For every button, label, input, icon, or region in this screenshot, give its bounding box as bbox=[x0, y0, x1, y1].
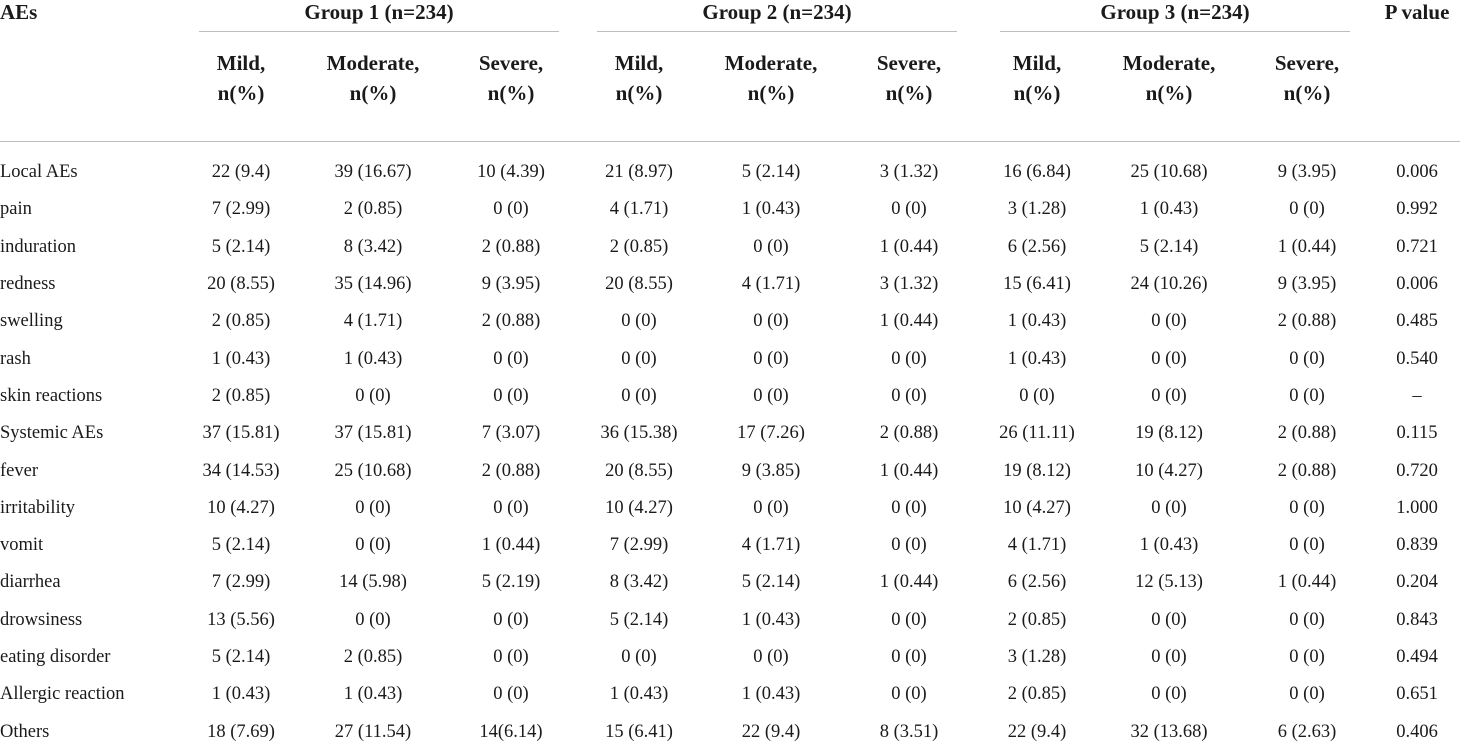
value-cell: 0 (0) bbox=[1019, 385, 1055, 406]
severity-unit: n(%) bbox=[615, 81, 663, 105]
value-cell: 4 (1.71) bbox=[741, 535, 801, 556]
group-3-title: Group 3 (n=234) bbox=[1100, 0, 1250, 24]
value-cell: 0 (0) bbox=[1151, 348, 1187, 369]
value-cell: 20 (8.55) bbox=[605, 274, 673, 295]
value-cell: 5 (2.14) bbox=[741, 162, 801, 183]
value-cell: 25 (10.68) bbox=[334, 460, 412, 481]
value-cell: 2 (0.85) bbox=[1007, 684, 1067, 705]
table-row bbox=[0, 602, 1460, 639]
value-cell: 0 (0) bbox=[891, 684, 927, 705]
value-cell: 21 (8.97) bbox=[605, 162, 673, 183]
ae-label: eating disorder bbox=[0, 647, 111, 667]
value-cell: 2 (0.88) bbox=[481, 311, 541, 332]
value-cell: 0 (0) bbox=[891, 497, 927, 518]
value-cell: 1 (0.43) bbox=[609, 684, 669, 705]
value-cell: 0 (0) bbox=[621, 647, 657, 667]
value-cell: 5 (2.14) bbox=[741, 572, 801, 593]
value-cell: 0 (0) bbox=[891, 348, 927, 369]
group-1-header bbox=[180, 0, 578, 32]
group-2-title: Group 2 (n=234) bbox=[702, 0, 852, 24]
severity-label: Severe, bbox=[876, 51, 942, 75]
ae-label: Allergic reaction bbox=[0, 684, 125, 705]
ae-label: redness bbox=[0, 274, 56, 295]
value-cell: 0 (0) bbox=[1289, 684, 1325, 705]
severity-label: Moderate, bbox=[1122, 51, 1216, 75]
severity-label: Moderate, bbox=[326, 51, 420, 75]
p-value-cell: 0.992 bbox=[1396, 199, 1438, 220]
severity-label: Mild, bbox=[1012, 51, 1062, 75]
value-cell: 0 (0) bbox=[1151, 609, 1187, 630]
p-value-cell: 0.651 bbox=[1396, 684, 1438, 705]
table-row bbox=[0, 142, 1460, 191]
value-cell: 26 (11.11) bbox=[999, 423, 1075, 444]
value-cell: 0 (0) bbox=[493, 647, 529, 667]
value-cell: 1 (0.44) bbox=[879, 572, 939, 593]
value-cell: 10 (4.27) bbox=[605, 497, 673, 518]
value-cell: 0 (0) bbox=[1151, 684, 1187, 705]
value-cell: 1 (0.43) bbox=[343, 348, 403, 369]
value-cell: 22 (9.4) bbox=[741, 721, 801, 742]
value-cell: 0 (0) bbox=[493, 385, 529, 406]
severity-header-g2-moderate bbox=[700, 32, 842, 142]
severity-unit: n(%) bbox=[1013, 81, 1061, 105]
value-cell: 1 (0.43) bbox=[1007, 348, 1067, 369]
value-cell: 10 (4.27) bbox=[1135, 460, 1203, 481]
value-cell: 1 (0.44) bbox=[879, 311, 939, 332]
value-cell: 3 (1.28) bbox=[1007, 647, 1067, 667]
value-cell: 3 (1.28) bbox=[1007, 199, 1067, 220]
value-cell: 14(6.14) bbox=[479, 721, 543, 742]
value-cell: 25 (10.68) bbox=[1130, 162, 1208, 183]
table-row bbox=[0, 676, 1460, 713]
value-cell: 0 (0) bbox=[1289, 609, 1325, 630]
value-cell: 0 (0) bbox=[621, 311, 657, 332]
p-value-cell: 0.115 bbox=[1396, 423, 1438, 444]
severity-header-g3-moderate bbox=[1098, 32, 1240, 142]
p-value-cell: 1.000 bbox=[1396, 497, 1438, 518]
severity-unit: n(%) bbox=[487, 81, 535, 105]
value-cell: 10 (4.27) bbox=[207, 497, 275, 518]
value-cell: 6 (2.56) bbox=[1007, 572, 1067, 593]
severity-unit: n(%) bbox=[217, 81, 265, 105]
table-body bbox=[0, 142, 1460, 751]
group-2-header bbox=[578, 0, 976, 32]
p-value-cell: 0.406 bbox=[1396, 721, 1438, 742]
value-cell: 1 (0.44) bbox=[879, 460, 939, 481]
ae-label: Others bbox=[0, 721, 50, 742]
value-cell: 4 (1.71) bbox=[741, 274, 801, 295]
value-cell: 18 (7.69) bbox=[207, 721, 275, 742]
value-cell: 2 (0.88) bbox=[1277, 423, 1337, 444]
ae-label: swelling bbox=[0, 311, 63, 332]
severity-label: Mild, bbox=[614, 51, 664, 75]
severity-label: Severe, bbox=[1274, 51, 1340, 75]
severity-label: Severe, bbox=[478, 51, 544, 75]
ae-label: rash bbox=[0, 348, 31, 369]
value-cell: 0 (0) bbox=[753, 647, 789, 667]
value-cell: 1 (0.44) bbox=[1277, 572, 1337, 593]
value-cell: 4 (1.71) bbox=[343, 311, 403, 332]
value-cell: 34 (14.53) bbox=[202, 460, 280, 481]
value-cell: 37 (15.81) bbox=[334, 423, 412, 444]
value-cell: 1 (0.43) bbox=[211, 684, 271, 705]
group-1-title: Group 1 (n=234) bbox=[304, 0, 454, 24]
value-cell: 0 (0) bbox=[355, 497, 391, 518]
value-cell: 2 (0.88) bbox=[1277, 311, 1337, 332]
value-cell: 0 (0) bbox=[355, 609, 391, 630]
group-header-row bbox=[0, 0, 1460, 32]
p-value-cell: 0.839 bbox=[1396, 535, 1438, 556]
value-cell: 0 (0) bbox=[891, 535, 927, 556]
value-cell: 35 (14.96) bbox=[334, 274, 412, 295]
severity-header-row bbox=[0, 32, 1460, 142]
p-value-cell: 0.485 bbox=[1396, 311, 1438, 332]
ae-label: Systemic AEs bbox=[0, 423, 104, 444]
value-cell: 0 (0) bbox=[1289, 647, 1325, 667]
value-cell: 3 (1.32) bbox=[879, 274, 939, 295]
value-cell: 1 (0.43) bbox=[741, 609, 801, 630]
p-value-cell: 0.540 bbox=[1396, 348, 1438, 369]
severity-header-g2-mild bbox=[578, 32, 700, 142]
value-cell: 24 (10.26) bbox=[1130, 274, 1208, 295]
value-cell: 8 (3.42) bbox=[609, 572, 669, 593]
value-cell: 0 (0) bbox=[1289, 199, 1325, 220]
value-cell: 0 (0) bbox=[1289, 385, 1325, 406]
table-row bbox=[0, 490, 1460, 527]
value-cell: 20 (8.55) bbox=[605, 460, 673, 481]
ae-label: induration bbox=[0, 236, 77, 257]
p-value-cell: 0.006 bbox=[1396, 162, 1438, 183]
severity-header-g3-mild bbox=[976, 32, 1098, 142]
value-cell: 7 (2.99) bbox=[211, 199, 271, 220]
value-cell: 0 (0) bbox=[1289, 348, 1325, 369]
value-cell: 36 (15.38) bbox=[600, 423, 678, 444]
value-cell: 5 (2.14) bbox=[211, 236, 271, 257]
value-cell: 0 (0) bbox=[1151, 497, 1187, 518]
value-cell: 0 (0) bbox=[355, 385, 391, 406]
value-cell: 7 (3.07) bbox=[481, 423, 541, 444]
table-row bbox=[0, 303, 1460, 340]
value-cell: 0 (0) bbox=[753, 236, 789, 257]
value-cell: 19 (8.12) bbox=[1135, 423, 1203, 444]
severity-unit: n(%) bbox=[1283, 81, 1331, 105]
value-cell: 7 (2.99) bbox=[609, 535, 669, 556]
value-cell: 8 (3.51) bbox=[879, 721, 939, 742]
value-cell: 0 (0) bbox=[891, 609, 927, 630]
value-cell: 8 (3.42) bbox=[343, 236, 403, 257]
severity-header-g1-mild bbox=[180, 32, 302, 142]
value-cell: 1 (0.43) bbox=[1007, 311, 1067, 332]
value-cell: 1 (0.44) bbox=[481, 535, 541, 556]
table-row bbox=[0, 564, 1460, 601]
p-value-cell: 0.204 bbox=[1396, 572, 1438, 593]
value-cell: 2 (0.85) bbox=[211, 311, 271, 332]
value-cell: 19 (8.12) bbox=[1003, 460, 1071, 481]
value-cell: 1 (0.43) bbox=[211, 348, 271, 369]
ae-label: Local AEs bbox=[0, 162, 78, 183]
value-cell: 37 (15.81) bbox=[202, 423, 280, 444]
value-cell: 27 (11.54) bbox=[334, 721, 412, 742]
value-cell: 0 (0) bbox=[753, 497, 789, 518]
severity-header-g1-moderate bbox=[302, 32, 444, 142]
table-row bbox=[0, 266, 1460, 303]
value-cell: 6 (2.56) bbox=[1007, 236, 1067, 257]
blank-p-subheader bbox=[1374, 32, 1460, 142]
value-cell: 1 (0.43) bbox=[1139, 199, 1199, 220]
value-cell: 2 (0.85) bbox=[609, 236, 669, 257]
value-cell: 4 (1.71) bbox=[1007, 535, 1067, 556]
table-row bbox=[0, 452, 1460, 489]
value-cell: 22 (9.4) bbox=[1007, 721, 1067, 742]
table-row bbox=[0, 340, 1460, 377]
ae-label: diarrhea bbox=[0, 572, 61, 593]
value-cell: 5 (2.14) bbox=[211, 535, 271, 556]
value-cell: 16 (6.84) bbox=[1003, 162, 1071, 183]
value-cell: 12 (5.13) bbox=[1135, 572, 1203, 593]
p-value-cell: – bbox=[1412, 385, 1422, 406]
value-cell: 2 (0.85) bbox=[343, 647, 403, 667]
ae-label: pain bbox=[0, 199, 32, 220]
ae-label: vomit bbox=[0, 535, 44, 556]
value-cell: 2 (0.88) bbox=[481, 236, 541, 257]
table-row bbox=[0, 229, 1460, 266]
value-cell: 15 (6.41) bbox=[1003, 274, 1071, 295]
value-cell: 0 (0) bbox=[493, 199, 529, 220]
value-cell: 1 (0.43) bbox=[741, 684, 801, 705]
p-value-cell: 0.720 bbox=[1396, 460, 1438, 481]
ae-label: irritability bbox=[0, 497, 76, 518]
severity-header-g2-severe bbox=[842, 32, 976, 142]
value-cell: 2 (0.88) bbox=[1277, 460, 1337, 481]
value-cell: 2 (0.85) bbox=[211, 385, 271, 406]
value-cell: 0 (0) bbox=[1289, 497, 1325, 518]
value-cell: 0 (0) bbox=[753, 348, 789, 369]
value-cell: 0 (0) bbox=[493, 609, 529, 630]
value-cell: 2 (0.88) bbox=[481, 460, 541, 481]
value-cell: 0 (0) bbox=[753, 385, 789, 406]
value-cell: 14 (5.98) bbox=[339, 572, 407, 593]
value-cell: 0 (0) bbox=[493, 497, 529, 518]
value-cell: 0 (0) bbox=[891, 199, 927, 220]
value-cell: 0 (0) bbox=[753, 311, 789, 332]
value-cell: 2 (0.85) bbox=[1007, 609, 1067, 630]
severity-unit: n(%) bbox=[1145, 81, 1193, 105]
value-cell: 1 (0.44) bbox=[879, 236, 939, 257]
value-cell: 9 (3.95) bbox=[1277, 274, 1337, 295]
value-cell: 0 (0) bbox=[1151, 647, 1187, 667]
value-cell: 2 (0.88) bbox=[879, 423, 939, 444]
p-value-cell: 0.843 bbox=[1396, 609, 1438, 630]
value-cell: 39 (16.67) bbox=[334, 162, 412, 183]
value-cell: 0 (0) bbox=[1151, 385, 1187, 406]
table-row bbox=[0, 527, 1460, 564]
table-row bbox=[0, 191, 1460, 228]
severity-unit: n(%) bbox=[747, 81, 795, 105]
value-cell: 0 (0) bbox=[1289, 535, 1325, 556]
value-cell: 3 (1.32) bbox=[879, 162, 939, 183]
value-cell: 0 (0) bbox=[1151, 311, 1187, 332]
value-cell: 5 (2.14) bbox=[609, 609, 669, 630]
severity-header-g3-severe bbox=[1240, 32, 1374, 142]
value-cell: 10 (4.39) bbox=[477, 162, 545, 183]
value-cell: 0 (0) bbox=[621, 348, 657, 369]
value-cell: 10 (4.27) bbox=[1003, 497, 1071, 518]
ae-column-header: AEs bbox=[0, 0, 38, 24]
value-cell: 9 (3.95) bbox=[481, 274, 541, 295]
value-cell: 13 (5.56) bbox=[207, 609, 275, 630]
value-cell: 9 (3.95) bbox=[1277, 162, 1337, 183]
value-cell: 9 (3.85) bbox=[741, 460, 801, 481]
value-cell: 6 (2.63) bbox=[1277, 721, 1337, 742]
severity-label: Moderate, bbox=[724, 51, 818, 75]
ae-label: drowsiness bbox=[0, 609, 83, 630]
value-cell: 0 (0) bbox=[355, 535, 391, 556]
value-cell: 15 (6.41) bbox=[605, 721, 673, 742]
value-cell: 7 (2.99) bbox=[211, 572, 271, 593]
severity-unit: n(%) bbox=[885, 81, 933, 105]
value-cell: 1 (0.43) bbox=[1139, 535, 1199, 556]
severity-header-g1-severe bbox=[444, 32, 578, 142]
value-cell: 1 (0.43) bbox=[741, 199, 801, 220]
value-cell: 5 (2.14) bbox=[1139, 236, 1199, 257]
value-cell: 0 (0) bbox=[891, 385, 927, 406]
value-cell: 20 (8.55) bbox=[207, 274, 275, 295]
value-cell: 4 (1.71) bbox=[609, 199, 669, 220]
p-value-cell: 0.721 bbox=[1396, 236, 1438, 257]
value-cell: 2 (0.85) bbox=[343, 199, 403, 220]
value-cell: 32 (13.68) bbox=[1130, 721, 1208, 742]
table-row bbox=[0, 713, 1460, 750]
value-cell: 0 (0) bbox=[891, 647, 927, 667]
group-3-header bbox=[976, 0, 1374, 32]
value-cell: 17 (7.26) bbox=[737, 423, 805, 444]
table-row bbox=[0, 415, 1460, 452]
value-cell: 5 (2.19) bbox=[481, 572, 541, 593]
ae-label: skin reactions bbox=[0, 385, 103, 406]
severity-label: Mild, bbox=[216, 51, 266, 75]
severity-unit: n(%) bbox=[349, 81, 397, 105]
value-cell: 0 (0) bbox=[493, 684, 529, 705]
p-value-header: P value bbox=[1384, 0, 1450, 24]
value-cell: 0 (0) bbox=[621, 385, 657, 406]
table-row bbox=[0, 378, 1460, 415]
value-cell: 0 (0) bbox=[493, 348, 529, 369]
value-cell: 22 (9.4) bbox=[211, 162, 271, 183]
table-row bbox=[0, 639, 1460, 676]
ae-label: fever bbox=[0, 460, 38, 481]
value-cell: 1 (0.43) bbox=[343, 684, 403, 705]
p-value-cell: 0.494 bbox=[1396, 647, 1438, 667]
blank-subheader bbox=[0, 32, 180, 142]
value-cell: 1 (0.44) bbox=[1277, 236, 1337, 257]
value-cell: 5 (2.14) bbox=[211, 647, 271, 667]
p-value-cell: 0.006 bbox=[1396, 274, 1438, 295]
